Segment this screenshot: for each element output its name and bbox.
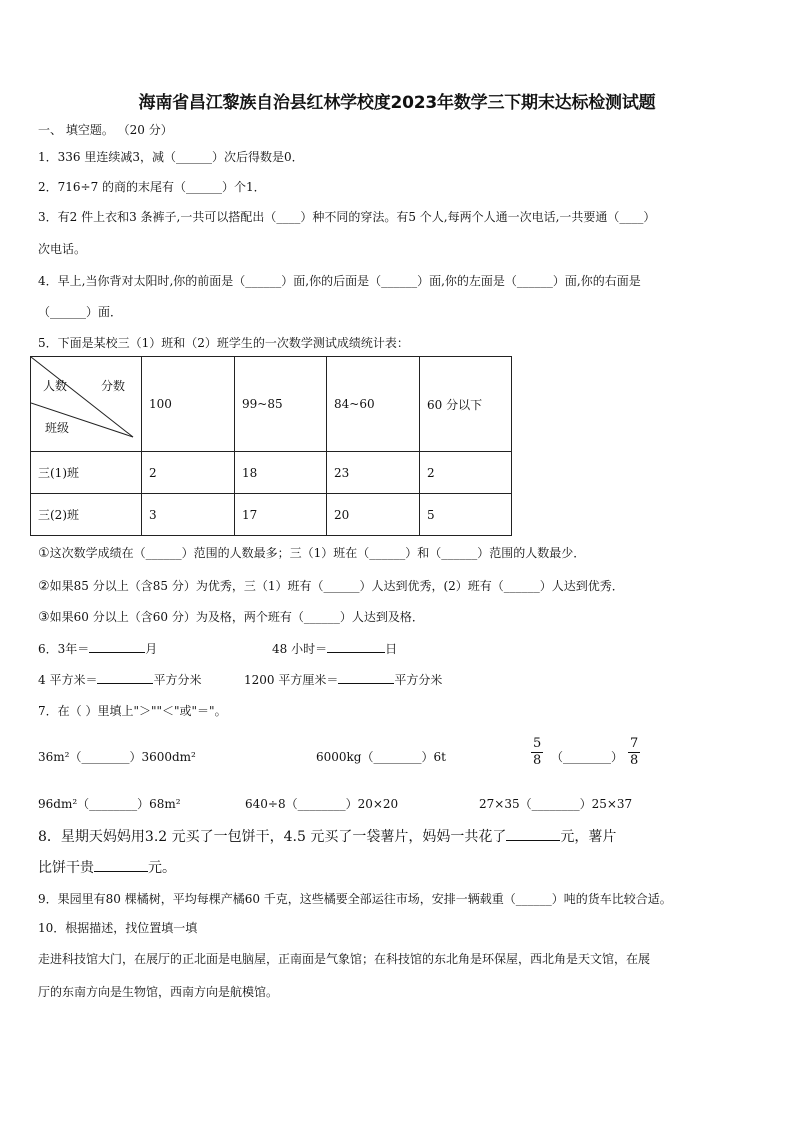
- question-2: 2．716÷7 的商的末尾有（______）个1．: [38, 180, 266, 194]
- fraction-numerator: 5: [533, 736, 542, 751]
- table-cell: 5: [420, 494, 512, 536]
- question-10-text-1: 走进科技馆大门，在展厅的正北面是电脑屋，正南面是气象馆；在科技馆的东北角是环保屋，西北角是天文馆，在展: [38, 952, 651, 966]
- fraction-five-eighths: [531, 736, 543, 769]
- question-5: 5．下面是某校三（1）班和（2）班学生的一次数学测试成绩统计表：: [38, 336, 409, 350]
- section-heading: 一、 填空题。 （20 分）: [38, 123, 173, 137]
- table-cell: 17: [235, 494, 327, 536]
- answer-blank[interactable]: [338, 671, 394, 684]
- question-1: 1．336 里连续减3，减（______）次后得数是0．: [38, 150, 304, 164]
- q6-days-unit: 日: [385, 642, 398, 656]
- question-3-line-1: 3．有2 件上衣和3 条裤子,一共可以搭配出（____）种不同的穿法。有5 个人,每两个人通一次电话,一共要通（____）: [38, 210, 656, 224]
- question-8-line-1: [38, 826, 616, 846]
- question-5-part-2-text: 如果85 分以上（含85 分）为优秀，三（1）班有（______）人达到优秀，(2）班有（______）人达到优秀．: [49, 579, 624, 593]
- fraction-numerator: 7: [630, 736, 639, 751]
- question-6-line-2: [38, 671, 201, 688]
- question-6-sqcm: [244, 671, 442, 688]
- question-10: 10．根据描述，找位置填一填: [38, 921, 198, 935]
- q6-months-unit: 月: [145, 642, 158, 656]
- question-5-part-1-text: 这次数学成绩在（______）范围的人数最多；三（1）班在（______）和（______）范围的人数最少．: [49, 546, 586, 560]
- corner-label-count: 人数: [43, 379, 68, 393]
- question-6-line-1: [38, 640, 157, 657]
- q8-text-4: 元。: [148, 860, 176, 876]
- q7-compare-division: 640÷8（________）20×20: [245, 797, 399, 811]
- table-cell: 18: [235, 452, 327, 494]
- question-10-text-2: 厅的东南方向是生物馆，西南方向是航模馆。: [38, 985, 279, 999]
- q6-sqm-label: 4 平方米＝: [38, 673, 98, 687]
- answer-blank[interactable]: [327, 640, 385, 653]
- table-cell: 3: [142, 494, 235, 536]
- table-corner-cell: [31, 357, 142, 452]
- question-4-line-1: 4．早上,当你背对太阳时,你的前面是（______）面,你的后面是（______）面,你的左面是（______）面,你的右面是: [38, 274, 641, 288]
- question-5-part-2: [38, 577, 624, 594]
- answer-blank[interactable]: [94, 859, 148, 872]
- table-row: [31, 452, 512, 494]
- q6-sqdm-unit-2: 平方分米: [394, 673, 443, 687]
- q6-sqdm-unit: 平方分米: [153, 673, 202, 687]
- answer-blank[interactable]: [97, 671, 153, 684]
- q8-text-1: 8．星期天妈妈用3.2 元买了一包饼干，4.5 元买了一袋薯片，妈妈一共花了: [38, 829, 507, 845]
- table-cell: 2: [142, 452, 235, 494]
- table-row: [31, 494, 512, 536]
- question-6-hours: [272, 640, 397, 657]
- question-8-line-2: [38, 857, 176, 877]
- answer-blank[interactable]: [89, 640, 145, 653]
- table-row-label: 三(1)班: [31, 452, 142, 494]
- question-5-part-3-text: 如果60 分以上（含60 分）为及格，两个班有（______）人达到及格．: [49, 610, 424, 624]
- answer-blank[interactable]: [506, 828, 560, 841]
- q6-years-label: 6．3年＝: [38, 642, 90, 656]
- circled-number-3: ③: [38, 610, 50, 625]
- table-cell: 2: [420, 452, 512, 494]
- q6-hours-label: 48 小时＝: [272, 642, 328, 656]
- circled-number-2: ②: [38, 579, 50, 594]
- q7-fraction-blank[interactable]: （________）: [551, 750, 624, 764]
- table-header-cell: 100: [142, 357, 235, 452]
- page-title: 海南省昌江黎族自治县红林学校度2023年数学三下期末达标检测试题: [138, 93, 656, 113]
- q8-text-3: 比饼干贵: [38, 860, 94, 876]
- fraction-denominator: 8: [533, 753, 542, 768]
- table-row-label: 三(2)班: [31, 494, 142, 536]
- table-cell: 23: [327, 452, 420, 494]
- table-header-row: [31, 357, 512, 452]
- score-table: [30, 356, 512, 536]
- q7-compare-product: 27×35（________）25×37: [479, 797, 633, 811]
- table-header-cell: 84~60: [327, 357, 420, 452]
- question-4-line-2: （______）面．: [38, 305, 123, 319]
- question-5-part-1: [38, 544, 585, 561]
- corner-label-class: 班级: [45, 421, 70, 435]
- q7-compare-area: 36m²（________）3600dm²: [38, 750, 196, 764]
- q8-text-2: 元，薯片: [560, 829, 617, 845]
- question-3-line-2: 次电话。: [38, 242, 87, 256]
- diagonal-lines: [31, 357, 141, 452]
- table-header-cell: 99~85: [235, 357, 327, 452]
- question-5-part-3: [38, 608, 424, 625]
- question-9: 9．果园里有80 棵橘树，平均每棵产橘60 千克，这些橘要全部运往市场，安排一辆载重（______）吨的货车比较合适。: [38, 892, 672, 906]
- table-cell: 20: [327, 494, 420, 536]
- q7-compare-area-2: 96dm²（________）68m²: [38, 797, 181, 811]
- question-7-intro: 7．在（ ）里填上"＞""＜"或"＝"。: [38, 704, 227, 718]
- fraction-denominator: 8: [630, 753, 639, 768]
- q6-sqcm-label: 1200 平方厘米＝: [244, 673, 339, 687]
- circled-number-1: ①: [38, 546, 50, 561]
- table-header-cell: 60 分以下: [420, 357, 512, 452]
- corner-label-score: 分数: [101, 379, 126, 393]
- q7-compare-mass: 6000kg（________）6t: [316, 750, 446, 764]
- fraction-seven-eighths: [628, 736, 640, 769]
